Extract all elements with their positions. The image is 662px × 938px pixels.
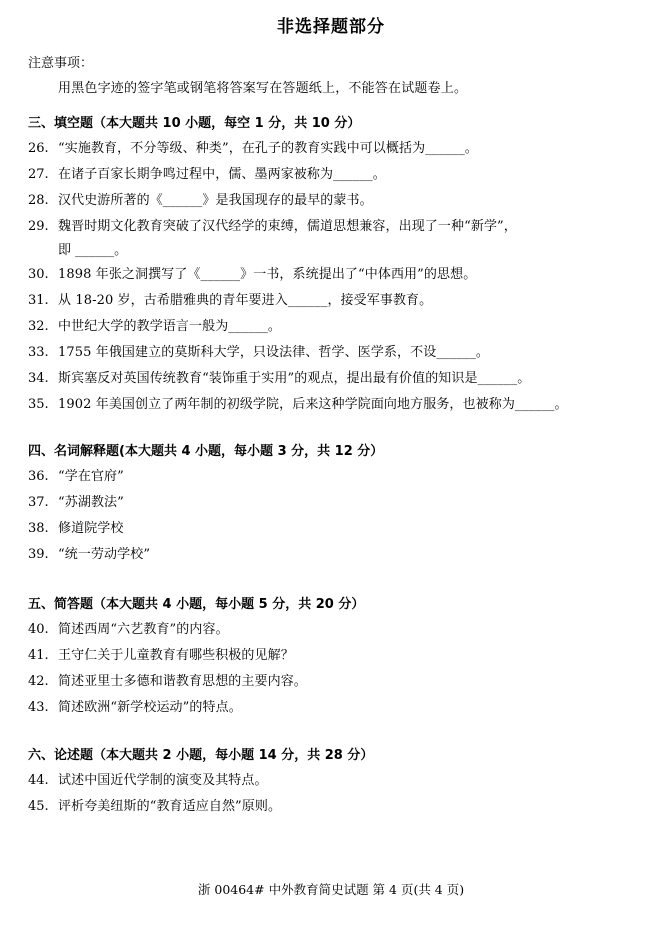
question-number: 43. — [28, 700, 49, 715]
question-38 — [28, 516, 648, 542]
section-short-answer — [28, 593, 648, 721]
question-number: 31. — [28, 293, 49, 308]
question-41 — [28, 643, 648, 669]
section-title: 六、论述题（本大题共 2 小题，每小题 14 分，共 28 分） — [28, 748, 374, 763]
question-32 — [28, 314, 648, 340]
question-number: 32. — [28, 319, 49, 334]
question-number: 26. — [28, 141, 49, 156]
question-36 — [28, 464, 648, 490]
question-number: 35. — [28, 397, 49, 412]
question-34 — [28, 366, 648, 392]
notice-text: 用黑色字迹的签字笔或钢笔将答案写在答题纸上，不能答在试题卷上。 — [58, 81, 468, 96]
question-text: 1902 年美国创立了两年制的初级学院，后来这种学院面向地方服务，也被称为______。 — [58, 397, 568, 412]
question-text: 魏晋时期文化教育突破了汉代经学的束缚，儒道思想兼容，出现了一种“新学”， — [58, 219, 517, 234]
section-fill-in-blank — [28, 112, 648, 418]
section-essay — [28, 744, 648, 820]
question-text: 简述亚里士多德和谐教育思想的主要内容。 — [58, 674, 307, 689]
question-text: 试述中国近代学制的演变及其特点。 — [58, 773, 268, 788]
question-31 — [28, 288, 648, 314]
question-text: 王守仁关于儿童教育有哪些积极的见解？ — [58, 648, 294, 663]
question-37 — [28, 490, 648, 516]
question-text: 1755 年俄国建立的莫斯科大学，只设法律、哲学、医学系，不设______。 — [58, 345, 490, 360]
question-text: 简述西周“六艺教育”的内容。 — [58, 622, 229, 637]
question-number: 45. — [28, 799, 49, 814]
question-33 — [28, 340, 648, 366]
question-text: 中世纪大学的教学语言一般为______。 — [58, 319, 282, 334]
question-number: 42. — [28, 674, 49, 689]
question-number: 37. — [28, 495, 49, 510]
question-number: 41. — [28, 648, 49, 663]
question-number: 36. — [28, 469, 49, 484]
question-45 — [28, 794, 648, 820]
question-number: 28. — [28, 193, 49, 208]
question-number: 38. — [28, 521, 49, 536]
question-35 — [28, 392, 648, 418]
question-text: “实施教育，不分等级、种类”，在孔子的教育实践中可以概括为______。 — [58, 141, 478, 156]
question-text: 在诸子百家长期争鸣过程中，儒、墨两家被称为______。 — [58, 167, 386, 182]
question-text: 汉代史游所著的《______》是我国现存的最早的蒙书。 — [58, 193, 373, 208]
section-title: 五、简答题（本大题共 4 小题，每小题 5 分，共 20 分） — [28, 597, 365, 612]
question-44 — [28, 768, 648, 794]
question-29 — [28, 214, 648, 240]
question-text: “苏湖教法” — [58, 495, 124, 510]
question-text: “学在官府” — [58, 469, 124, 484]
question-number: 40. — [28, 622, 49, 637]
page-title: 非选择题部分 — [277, 17, 385, 37]
question-40 — [28, 617, 648, 643]
question-text: 从 18-20 岁，古希腊雅典的青年要进入______，接受军事教育。 — [58, 293, 433, 308]
page-footer: 浙 00464# 中外教育简史试题 第 4 页(共 4 页) — [197, 882, 465, 897]
question-27 — [28, 162, 648, 188]
question-text: 简述欧洲“新学校运动”的特点。 — [58, 700, 242, 715]
question-text: 斯宾塞反对英国传统教育“装饰重于实用”的观点，提出最有价值的知识是______。 — [58, 371, 531, 386]
question-29-continuation: 即 ______。 — [58, 243, 128, 258]
question-text: 1898 年张之洞撰写了《______》一书，系统提出了“中体西用”的思想。 — [58, 267, 477, 282]
question-26 — [28, 136, 648, 162]
question-42 — [28, 669, 648, 695]
question-number: 27. — [28, 167, 49, 182]
section-term-explanation — [28, 440, 648, 568]
question-43 — [28, 695, 648, 721]
question-text: 评析夸美纽斯的“教育适应自然”原则。 — [58, 799, 282, 814]
question-text: “统一劳动学校” — [58, 547, 151, 562]
question-number: 33. — [28, 345, 49, 360]
question-number: 44. — [28, 773, 49, 788]
question-number: 39. — [28, 547, 49, 562]
question-number: 34. — [28, 371, 49, 386]
section-title: 四、名词解释题(本大题共 4 小题，每小题 3 分，共 12 分） — [28, 444, 384, 459]
question-30 — [28, 262, 648, 288]
question-number: 30. — [28, 267, 49, 282]
question-number: 29. — [28, 219, 49, 234]
question-28 — [28, 188, 648, 214]
question-39 — [28, 542, 648, 568]
question-text: 修道院学校 — [58, 521, 124, 536]
notice-label: 注意事项： — [28, 56, 94, 71]
section-title: 三、填空题（本大题共 10 小题，每空 1 分，共 10 分） — [28, 116, 361, 131]
